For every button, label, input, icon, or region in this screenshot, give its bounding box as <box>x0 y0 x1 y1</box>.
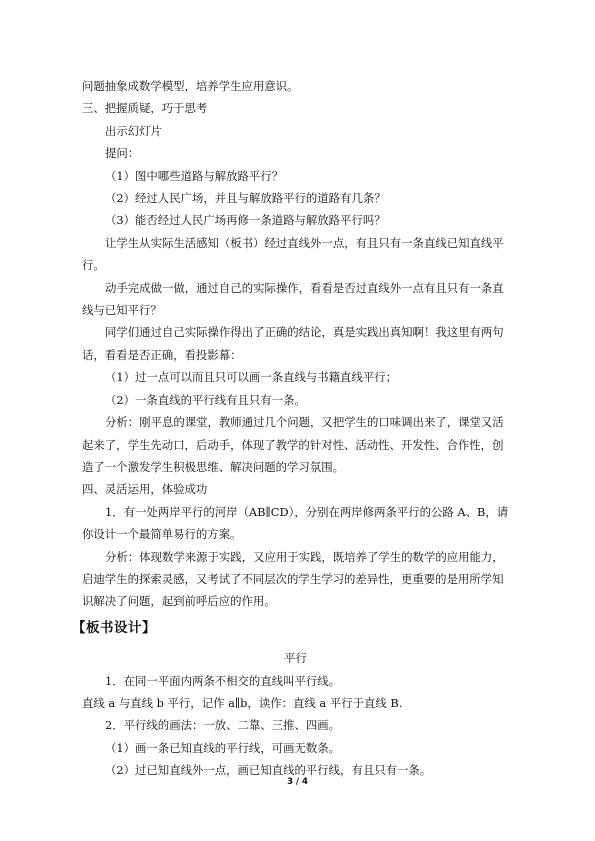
statement-item: （2）一条直线的平行线有且只有一条。 <box>105 392 306 407</box>
paragraph: 问题抽象成数学模型，培养学生应用意识。 <box>82 79 299 93</box>
section-heading-4: 四、灵活运用，体验成功 <box>82 482 208 497</box>
paragraph: 提问： <box>105 146 140 161</box>
question-item: （3）能否经过人民广场再修一条道路与解放路平行吗？ <box>105 213 386 228</box>
board-line: （1）画一条已知直线的平行线，可画无数条。 <box>105 740 341 755</box>
paragraph: 动手完成做一做，通过自己的实际操作，看看是否过直线外一点有且只有一条直线与已知平行？ <box>82 280 504 318</box>
analysis-paragraph: 分析：体现数学来源于实践，又应用于实践，既培养了学生的数学的应用能力，启迪学生的探索灵感，又考试了不同层次的学生学习的差异性，更重要的是用所学知识解决了问题，起到前呼后应的作用。 <box>82 549 504 609</box>
page-number: 3 / 4 <box>287 777 308 787</box>
paragraph: 出示幻灯片 <box>105 123 162 138</box>
paragraph: 同学们通过自己实际操作得出了正确的结论，真是实践出真知啊！我这里有两句话，看看是否正确，看投影幕： <box>82 325 504 362</box>
board-line: （2）过已知直线外一点，画已知直线的平行线，有且只有一条。 <box>105 763 432 778</box>
board-line: 直线 a 与直线 b 平行，记作 a∥b，读作：直线 a 平行于直线 B. <box>82 695 403 710</box>
exercise-paragraph: 1．有一处两岸平行的河岸（AB∥CD），分别在两岸修两条平行的公路 A、B，请你设计一个最简单易行的方案。 <box>82 504 509 542</box>
statement-item: （1）过一点可以而且只可以画一条直线与书籍直线平行； <box>105 370 398 385</box>
section-heading-3: 三、把握质疑，巧于思考 <box>82 101 208 116</box>
paragraph: 让学生从实际生活感知（板书）经过直线外一点，有且只有一条直线已知直线平行。 <box>82 235 504 273</box>
board-heading: 【板书设计】 <box>72 619 156 636</box>
board-line: 1．在同一平面内两条不相交的直线叫平行线。 <box>105 673 341 688</box>
analysis-paragraph: 分析：刚平息的课堂，教师通过几个问题，又把学生的口味调出来了，课堂又活起来了，学生先动口，后动手，体现了教学的针对性、活动性、开发性、合作性，创造了一个激发学生积极思维、解决问题的学习氛围。 <box>82 415 504 474</box>
board-line: 2．平行线的画法：一放、二靠、三推、四画。 <box>105 718 341 733</box>
question-item: （2）经过人民广场，并且与解放路平行的道路有几条？ <box>105 191 386 206</box>
board-title: 平行 <box>284 651 307 666</box>
question-item: （1）图中哪些道路与解放路平行？ <box>105 168 284 183</box>
